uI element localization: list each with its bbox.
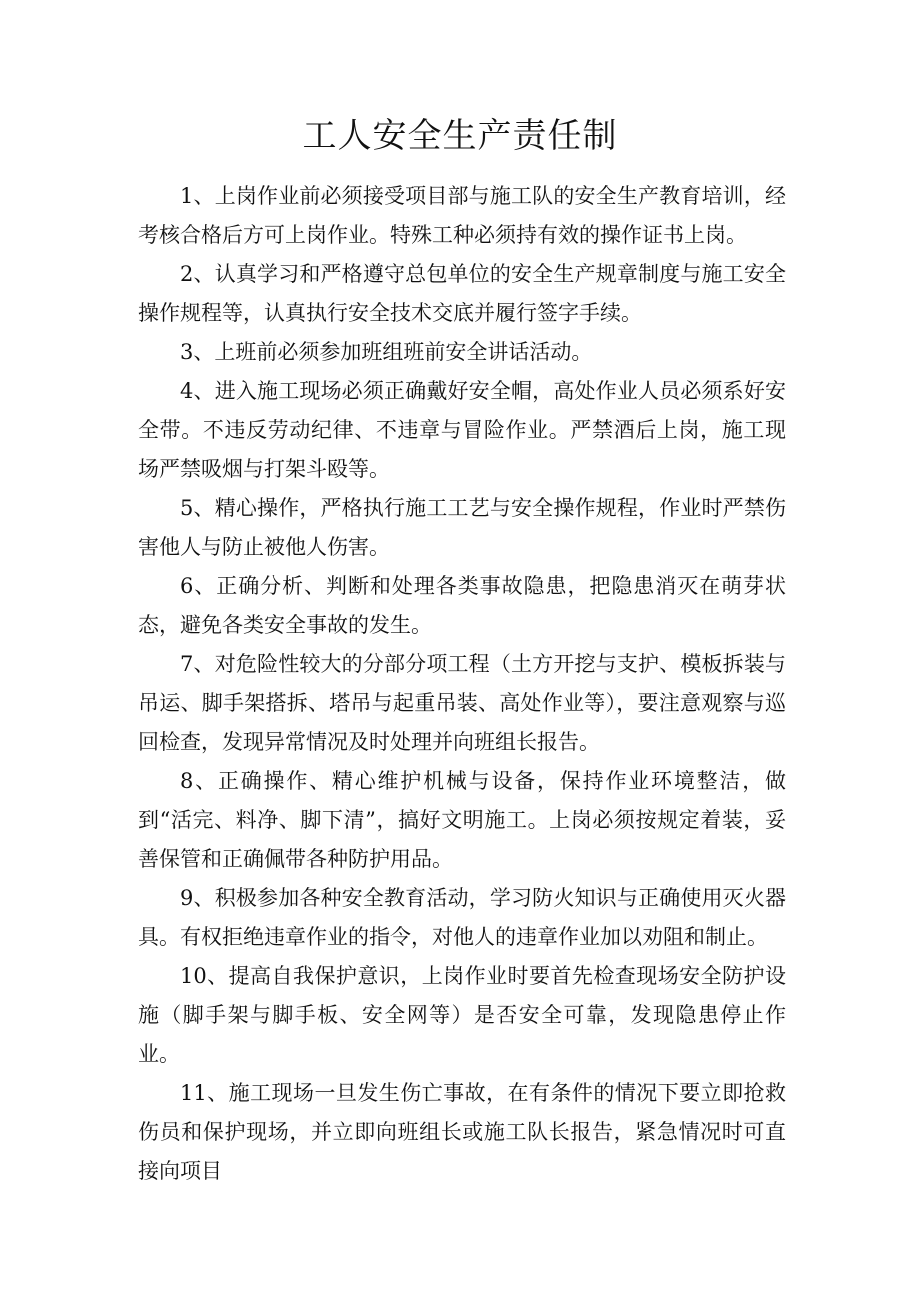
paragraph-1: 1、上岗作业前必须接受项目部与施工队的安全生产教育培训，经考核合格后方可上岗作业。特殊工种必须持有效的操作证书上岗。	[138, 184, 786, 247]
paragraph-3: 3、上班前必须参加班组班前安全讲话活动。	[180, 340, 593, 364]
paragraph-6: 6、正确分析、判断和处理各类事故隐患，把隐患消灭在萌芽状态，避免各类安全事故的发生。	[138, 574, 786, 637]
paragraph-5: 5、精心操作，严格执行施工工艺与安全操作规程，作业时严禁伤害他人与防止被他人伤害。	[138, 496, 786, 559]
paragraph-10: 10、提高自我保护意识，上岗作业时要首先检查现场安全防护设施（脚手架与脚手板、安全网等）是否安全可靠，发现隐患停止作业。	[138, 964, 786, 1066]
paragraph-8: 8、正确操作、精心维护机械与设备，保持作业环境整洁，做到“活完、料净、脚下清”，搞好文明施工。上岗必须按规定着装，妥善保管和正确佩带各种防护用品。	[138, 769, 786, 871]
paragraph-2: 2、认真学习和严格遵守总包单位的安全生产规章制度与施工安全操作规程等，认真执行安全技术交底并履行签字手续。	[138, 262, 786, 325]
paragraph-9: 9、积极参加各种安全教育活动，学习防火知识与正确使用灭火器具。有权拒绝违章作业的指令，对他人的违章作业加以劝阻和制止。	[138, 886, 786, 949]
paragraph-7: 7、对危险性较大的分部分项工程（土方开挖与支护、模板拆装与吊运、脚手架搭拆、塔吊与起重吊装、高处作业等），要注意观察与巡回检查，发现异常情况及时处理并向班组长报告。	[138, 652, 786, 754]
paragraph-11: 11、施工现场一旦发生伤亡事故，在有条件的情况下要立即抢救伤员和保护现场，并立即向班组长或施工队长报告，紧急情况时可直接向项目	[138, 1081, 786, 1183]
paragraph-4: 4、进入施工现场必须正确戴好安全帽，高处作业人员必须系好安全带。不违反劳动纪律、不违章与冒险作业。严禁酒后上岗，施工现场严禁吸烟与打架斗殴等。	[138, 379, 786, 481]
document-body	[138, 177, 786, 1191]
document-title: 工人安全生产责任制	[302, 116, 618, 156]
